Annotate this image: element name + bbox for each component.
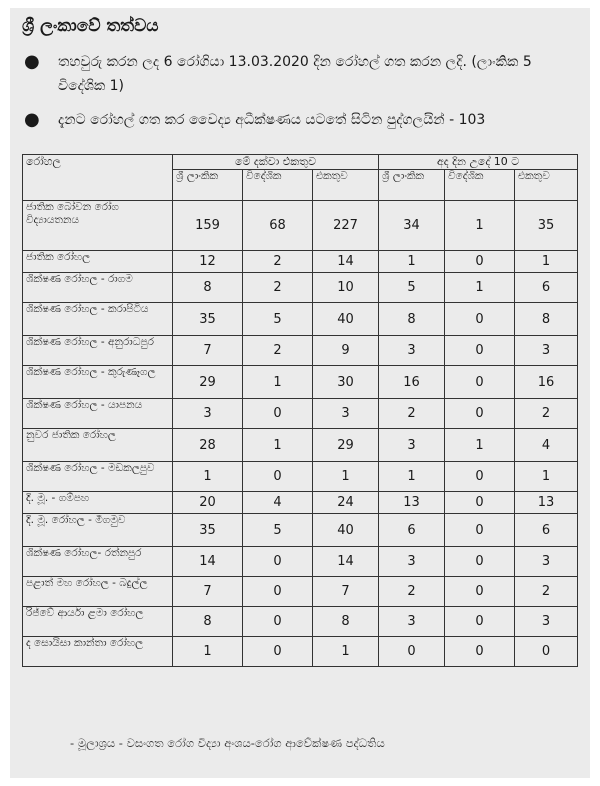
value-cell: 0 <box>445 366 515 399</box>
value-cell: 6 <box>515 273 578 303</box>
value-cell: 1 <box>379 462 445 492</box>
hospital-name-cell: රිජ්වේ ආර්යා ළමා රෝහල <box>23 607 173 637</box>
value-cell: 29 <box>173 366 243 399</box>
table-row <box>23 336 578 366</box>
value-cell: 20 <box>173 492 243 514</box>
table-row <box>23 303 578 336</box>
table-row <box>23 201 578 251</box>
table-row <box>23 399 578 429</box>
hospital-name-cell: ජාතික බෝවන රෝග විද්‍යායතනය <box>23 201 173 251</box>
value-cell: 0 <box>445 637 515 667</box>
value-cell: 1 <box>379 251 445 273</box>
hospital-name-cell: ශික්ෂණ රෝහල- රත්නපුර <box>23 547 173 577</box>
value-cell: 4 <box>515 429 578 462</box>
value-cell: 40 <box>313 514 379 547</box>
value-cell: 0 <box>243 399 313 429</box>
value-cell: 3 <box>379 547 445 577</box>
bullet-text: තහවුරු කරන ලද 6 රෝගියා 13.03.2020 දින රෝහල් ගත කරන ලදි. (ලාංකික 5 විදේශික 1) <box>58 54 532 94</box>
table-row <box>23 577 578 607</box>
value-cell: 35 <box>173 303 243 336</box>
value-cell: 1 <box>173 637 243 667</box>
value-cell: 2 <box>379 399 445 429</box>
value-cell: 12 <box>173 251 243 273</box>
value-cell: 0 <box>243 607 313 637</box>
value-cell: 3 <box>379 429 445 462</box>
hospital-name-cell: දි. මූ. රෝහල - මීගමුව <box>23 514 173 547</box>
column-header: ශ්‍රී ලාංකික <box>379 170 445 201</box>
value-cell: 1 <box>445 273 515 303</box>
value-cell: 29 <box>313 429 379 462</box>
value-cell: 0 <box>445 547 515 577</box>
value-cell: 3 <box>515 547 578 577</box>
hospital-name-cell: ජාතික රෝහල <box>23 251 173 273</box>
column-header: විදේශික <box>445 170 515 201</box>
table-row <box>23 492 578 514</box>
value-cell: 3 <box>173 399 243 429</box>
value-cell: 8 <box>173 607 243 637</box>
value-cell: 0 <box>379 637 445 667</box>
value-cell: 3 <box>379 336 445 366</box>
value-cell: 0 <box>445 399 515 429</box>
table-row <box>23 637 578 667</box>
hospital-name-cell: ද සොයිසා කාන්තා රෝහල <box>23 637 173 667</box>
group-header-today: අද දින උදේ 10 ට <box>379 155 578 170</box>
value-cell: 24 <box>313 492 379 514</box>
value-cell: 30 <box>313 366 379 399</box>
bullet-text: දැනට රෝහල් ගත කර වෛද්‍ය අධීක්ෂණය යටතේ සිටින පුද්ගලයින් - 103 <box>58 112 486 128</box>
hospital-name-cell: ශික්ෂණ රෝහල - අනුරාධපුර <box>23 336 173 366</box>
value-cell: 35 <box>173 514 243 547</box>
value-cell: 1 <box>445 201 515 251</box>
value-cell: 3 <box>515 607 578 637</box>
document-page <box>10 8 590 778</box>
value-cell: 1 <box>173 462 243 492</box>
value-cell: 0 <box>243 577 313 607</box>
hospital-name-cell: ශික්ෂණ රෝහල - මඩකලපුව <box>23 462 173 492</box>
value-cell: 28 <box>173 429 243 462</box>
value-cell: 2 <box>243 251 313 273</box>
value-cell: 5 <box>379 273 445 303</box>
column-header: එකතුව <box>515 170 578 201</box>
value-cell: 5 <box>243 514 313 547</box>
table-row <box>23 429 578 462</box>
value-cell: 14 <box>313 251 379 273</box>
table-row <box>23 251 578 273</box>
value-cell: 8 <box>515 303 578 336</box>
value-cell: 0 <box>445 492 515 514</box>
value-cell: 1 <box>515 462 578 492</box>
value-cell: 9 <box>313 336 379 366</box>
value-cell: 0 <box>445 514 515 547</box>
bullet-dot-icon: ● <box>24 109 40 130</box>
value-cell: 13 <box>379 492 445 514</box>
value-cell: 0 <box>445 336 515 366</box>
value-cell: 0 <box>243 462 313 492</box>
value-cell: 16 <box>515 366 578 399</box>
value-cell: 2 <box>379 577 445 607</box>
value-cell: 8 <box>173 273 243 303</box>
value-cell: 0 <box>445 303 515 336</box>
value-cell: 0 <box>515 637 578 667</box>
value-cell: 1 <box>515 251 578 273</box>
value-cell: 1 <box>313 462 379 492</box>
hospital-name-cell: ශික්ෂණ රෝහල - යාපනය <box>23 399 173 429</box>
value-cell: 16 <box>379 366 445 399</box>
value-cell: 8 <box>379 303 445 336</box>
value-cell: 14 <box>173 547 243 577</box>
table-row <box>23 514 578 547</box>
value-cell: 3 <box>515 336 578 366</box>
column-header: එකතුව <box>313 170 379 201</box>
column-header-hospital: රෝහල <box>23 155 173 201</box>
column-header: ශ්‍රී ලාංකික <box>173 170 243 201</box>
value-cell: 14 <box>313 547 379 577</box>
value-cell: 2 <box>243 273 313 303</box>
bullet-item <box>24 108 564 132</box>
value-cell: 6 <box>379 514 445 547</box>
value-cell: 2 <box>515 577 578 607</box>
value-cell: 40 <box>313 303 379 336</box>
table-row <box>23 462 578 492</box>
value-cell: 0 <box>243 637 313 667</box>
hospital-name-cell: ශික්ෂණ රෝහල - කරාපිටිය <box>23 303 173 336</box>
value-cell: 1 <box>445 429 515 462</box>
value-cell: 7 <box>173 577 243 607</box>
hospital-name-cell: ශික්ෂණ රෝහල - කුරුණෑගල <box>23 366 173 399</box>
hospital-name-cell: දි. මූ. - ගම්පහ <box>23 492 173 514</box>
value-cell: 2 <box>243 336 313 366</box>
value-cell: 227 <box>313 201 379 251</box>
bullet-item <box>24 50 564 98</box>
value-cell: 13 <box>515 492 578 514</box>
hospital-name-cell: පළාත් මහ රෝහල - බදුල්ල <box>23 577 173 607</box>
table-row <box>23 607 578 637</box>
table-row <box>23 547 578 577</box>
value-cell: 4 <box>243 492 313 514</box>
value-cell: 35 <box>515 201 578 251</box>
value-cell: 68 <box>243 201 313 251</box>
value-cell: 0 <box>445 251 515 273</box>
table-row <box>23 273 578 303</box>
value-cell: 7 <box>173 336 243 366</box>
hospital-name-cell: නුවර ජාතික රෝහල <box>23 429 173 462</box>
patients-table <box>22 154 578 667</box>
value-cell: 6 <box>515 514 578 547</box>
value-cell: 7 <box>313 577 379 607</box>
value-cell: 159 <box>173 201 243 251</box>
value-cell: 5 <box>243 303 313 336</box>
value-cell: 10 <box>313 273 379 303</box>
column-header: විදේශික <box>243 170 313 201</box>
table-group-header-row <box>23 155 578 170</box>
table-body <box>23 201 578 667</box>
value-cell: 2 <box>515 399 578 429</box>
value-cell: 1 <box>313 637 379 667</box>
value-cell: 3 <box>313 399 379 429</box>
value-cell: 0 <box>445 462 515 492</box>
value-cell: 3 <box>379 607 445 637</box>
bullet-dot-icon: ● <box>24 51 40 72</box>
value-cell: 1 <box>243 366 313 399</box>
value-cell: 34 <box>379 201 445 251</box>
value-cell: 0 <box>243 547 313 577</box>
page-title: ශ්‍රී ලංකාවේ තත්වය <box>22 16 159 36</box>
value-cell: 1 <box>243 429 313 462</box>
value-cell: 8 <box>313 607 379 637</box>
hospital-name-cell: ශික්ෂණ රෝහල - රාගම <box>23 273 173 303</box>
value-cell: 0 <box>445 577 515 607</box>
value-cell: 0 <box>445 607 515 637</box>
table-row <box>23 366 578 399</box>
source-note: - මූලාශ්‍රය - වසංගත රෝග විද්‍යා අංශය-රෝග ආවේක්ෂණ පද්ධතිය <box>70 736 385 750</box>
group-header-total-to-date: මේ දක්වා එකතුව <box>173 155 379 170</box>
